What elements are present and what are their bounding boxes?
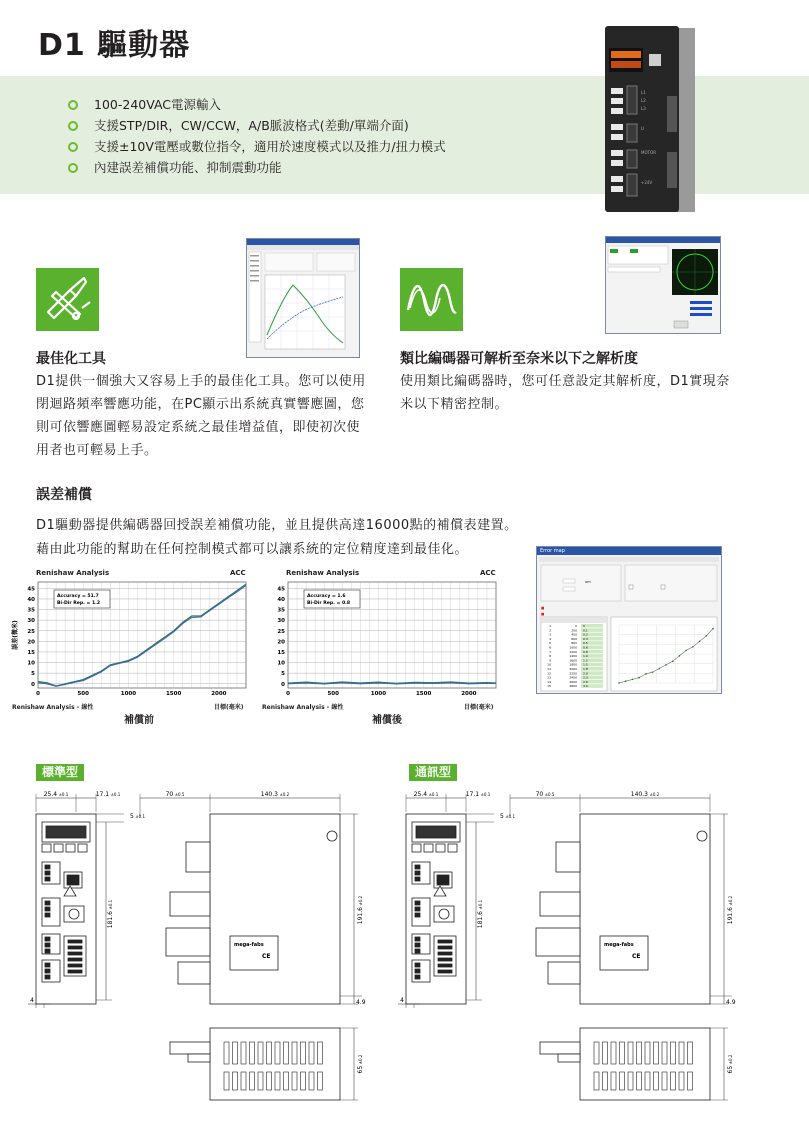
error-point xyxy=(692,646,694,648)
vent-slot xyxy=(637,1072,642,1090)
terminal-pin xyxy=(415,877,420,881)
round-connector xyxy=(439,909,449,919)
table-cell: 1000 xyxy=(569,645,577,650)
table-cell: 5 xyxy=(549,641,551,646)
vent-slot xyxy=(594,1072,599,1090)
y-tick-label: 0 xyxy=(31,681,35,688)
error-point xyxy=(652,671,654,673)
terminal-pin xyxy=(415,865,420,869)
y-tick-label: 40 xyxy=(277,596,285,603)
side-connector xyxy=(178,962,210,984)
d1-drive-product-image xyxy=(601,24,697,214)
chart1-footer: Renishaw Analysis - 線性 xyxy=(12,704,94,711)
connector-slot xyxy=(438,958,452,961)
x-tick-label: 0 xyxy=(36,691,40,697)
annotation-text: Bi-Dir Rep. = 1.2 xyxy=(57,601,101,606)
chart-before-compensation xyxy=(10,576,250,698)
button xyxy=(448,844,457,852)
tool-icon-tile xyxy=(36,268,99,331)
table-cell: 400 xyxy=(571,632,577,637)
vent-slot xyxy=(275,1072,280,1090)
svg-text:+24V: +24V xyxy=(641,180,653,185)
terminal-pin xyxy=(415,949,420,953)
vent-slot xyxy=(241,1042,246,1064)
x-tick-label: 500 xyxy=(77,691,89,697)
terminal-pin xyxy=(45,949,50,953)
vent-slot xyxy=(688,1042,693,1064)
dimension-label: 4 xyxy=(400,997,404,1004)
table-cell: 13 xyxy=(547,675,551,680)
tool-section-body: D1提供一個強大又容易上手的最佳化工具。您可以使用閉迴路頻率響應功能，在PC顯示出系統真實響應圖，您則可依響應圖輕易設定系統之最佳增益值，即使初次使用者也可輕易上手。 xyxy=(36,374,366,458)
table-cell: 2.0 xyxy=(583,671,588,676)
standard-dimension-drawing xyxy=(20,786,380,1108)
dimension-label: 25.4 ±0.1 xyxy=(413,791,439,798)
vent-slot xyxy=(267,1072,272,1090)
connector-slot xyxy=(68,958,82,961)
vent-slot xyxy=(309,1042,314,1064)
side-connector xyxy=(556,842,580,872)
error-point xyxy=(705,635,707,637)
table-cell: 1 xyxy=(549,624,551,628)
side-connector xyxy=(170,892,210,916)
vent-slot xyxy=(318,1042,323,1064)
y-tick-label: 35 xyxy=(27,607,35,614)
table-cell: 15 xyxy=(547,684,551,689)
terminal-pin xyxy=(45,901,50,905)
ce-mark: CE xyxy=(632,953,641,960)
table-cell: 1600 xyxy=(569,658,577,663)
table-cell: 2.3 xyxy=(583,675,588,680)
y-tick-label: 30 xyxy=(277,618,285,625)
error-section-line2: 藉由此功能的幫助在任何控制模式都可以讓系統的定位精度達到最佳化。 xyxy=(36,542,469,557)
connector-slot xyxy=(68,970,82,973)
table-cell: 600 xyxy=(571,636,577,641)
terminal-pin xyxy=(415,913,420,917)
svg-text:L3: L3 xyxy=(641,106,646,111)
circle-bullet-icon xyxy=(68,142,78,152)
mount-hole xyxy=(697,831,707,841)
vent-slot xyxy=(671,1072,676,1090)
feature-item: 支援STP/DIR，CW/CCW，A/B脈波格式(差動/單端介面) xyxy=(68,115,446,136)
terminal-pin xyxy=(415,907,420,911)
connector-slot xyxy=(438,946,452,949)
x-tick-label: 1500 xyxy=(165,691,182,697)
vent-slot xyxy=(671,1042,676,1064)
chart1-caption: 補償前 xyxy=(124,715,154,726)
chart2-xlabel: 目標(毫米) xyxy=(464,704,494,711)
vent-slot xyxy=(637,1042,642,1064)
vent-slot xyxy=(301,1072,306,1090)
vent-slot xyxy=(224,1042,229,1064)
terminal-pin xyxy=(45,877,50,881)
y-tick-label: 45 xyxy=(27,586,35,593)
terminal-pin xyxy=(45,969,50,973)
chart1-title: Renishaw Analysis xyxy=(36,569,110,577)
error-point xyxy=(638,677,640,679)
rj-port-inner xyxy=(67,875,79,885)
chart1-corner-label: ACC xyxy=(230,569,246,577)
dimension-label: 25.4 ±0.1 xyxy=(43,791,69,798)
y-tick-label: 0 xyxy=(281,681,285,688)
table-cell: 0 xyxy=(583,624,585,628)
y-tick-label: 10 xyxy=(277,660,285,667)
svg-text:■: ■ xyxy=(541,612,545,616)
table-cell: 0.5 xyxy=(583,641,588,646)
vent-slot xyxy=(301,1042,306,1064)
table-cell: 7 xyxy=(549,649,551,654)
encoder-screenshot xyxy=(605,236,721,334)
dimension-label: 181.6±0.1 xyxy=(477,899,484,929)
table-cell: 0.8 xyxy=(583,649,588,654)
dimension-label: 65±0.2 xyxy=(357,1054,364,1074)
tool-section-heading: 最佳化工具 xyxy=(36,351,106,367)
button xyxy=(66,844,75,852)
y-tick-label: 45 xyxy=(277,586,285,593)
chart2-corner-label: ACC xyxy=(480,569,496,577)
y-tick-label: 35 xyxy=(277,607,285,614)
comm-dimension-drawing xyxy=(390,786,750,1108)
table-cell: 0.3 xyxy=(583,636,588,641)
terminal-pin xyxy=(45,907,50,911)
terminal-pin xyxy=(415,943,420,947)
annotation-text: Accuracy = 51.7 xyxy=(57,594,99,599)
table-cell: 4 xyxy=(549,636,551,641)
vent-slot xyxy=(258,1042,263,1064)
x-tick-label: 2000 xyxy=(461,691,477,697)
dimension-label: 4.9 xyxy=(356,999,366,1006)
table-cell: 1200 xyxy=(569,649,577,654)
bottom-connector xyxy=(558,1054,580,1062)
dimension-label: 70 ±0.5 xyxy=(535,791,555,798)
table-cell: 14 xyxy=(547,679,551,684)
chart1-xlabel: 目標(毫米) xyxy=(214,704,244,711)
x-tick-label: 0 xyxy=(286,691,290,697)
brand-label: mega-fabs xyxy=(234,942,264,948)
table-cell: 2000 xyxy=(569,667,577,671)
button xyxy=(78,844,87,852)
table-cell: 2400 xyxy=(569,675,577,680)
swiss-knife-icon xyxy=(36,268,99,331)
x-tick-label: 500 xyxy=(327,691,339,697)
terminal-pin xyxy=(415,975,420,979)
side-connector xyxy=(166,928,210,956)
error-point xyxy=(672,660,674,662)
dimension-label: 140.3 ±0.2 xyxy=(260,791,290,798)
table-cell: 9 xyxy=(549,658,551,663)
error-point xyxy=(632,679,634,681)
connector-slot xyxy=(68,952,82,955)
dimension-label: 140.3 ±0.2 xyxy=(630,791,660,798)
vent-slot xyxy=(241,1072,246,1090)
vent-slot xyxy=(267,1042,272,1064)
feature-item: 支援±10V電壓或數位指令，適用於速度模式以及推力/扭力模式 xyxy=(68,136,446,157)
connector-slot xyxy=(68,940,82,943)
error-point xyxy=(665,664,667,666)
terminal-pin xyxy=(415,937,420,941)
dimension-label: 5 ±0.1 xyxy=(500,813,516,820)
vent-slot xyxy=(275,1042,280,1064)
vent-slot xyxy=(620,1042,625,1064)
terminal-pin xyxy=(45,975,50,979)
sine-wave-icon xyxy=(400,268,463,331)
feature-item: 100-240VAC電源輸入 xyxy=(68,94,446,115)
vent-slot xyxy=(224,1072,229,1090)
vent-slot xyxy=(628,1072,633,1090)
x-tick-label: 1500 xyxy=(415,691,432,697)
chart2-footer: Renishaw Analysis - 線性 xyxy=(262,704,344,711)
y-tick-label: 20 xyxy=(27,639,35,646)
side-connector xyxy=(536,928,580,956)
table-cell: 1400 xyxy=(569,654,577,659)
terminal-pin xyxy=(45,963,50,967)
vent-slot xyxy=(662,1042,667,1064)
circle-bullet-icon xyxy=(68,100,78,110)
vent-slot xyxy=(603,1072,608,1090)
terminal-pin xyxy=(415,871,420,875)
error-point xyxy=(618,682,620,684)
bottom-connector xyxy=(540,1042,580,1054)
y-tick-label: 30 xyxy=(27,618,35,625)
dimension-label: 181.6±0.1 xyxy=(107,899,114,929)
table-cell: 2800 xyxy=(569,684,577,689)
connector-slot xyxy=(68,964,82,967)
connector-slot xyxy=(438,940,452,943)
vent-slot xyxy=(258,1072,263,1090)
vent-slot xyxy=(620,1072,625,1090)
vent-slot xyxy=(250,1072,255,1090)
table-cell: 2.6 xyxy=(583,679,588,684)
table-cell: 800 xyxy=(571,641,577,646)
y-axis-label: 誤差(微米) xyxy=(12,620,19,650)
circle-bullet-icon xyxy=(68,163,78,173)
svg-text:um: um xyxy=(585,580,591,584)
connector-slot xyxy=(68,946,82,949)
dimension-label: 191.6±0.2 xyxy=(357,895,364,925)
mount-hole xyxy=(327,831,337,841)
side-connector xyxy=(548,962,580,984)
y-tick-label: 25 xyxy=(277,628,285,635)
ce-mark: CE xyxy=(262,953,271,960)
error-point xyxy=(685,650,687,652)
table-cell: 0.2 xyxy=(583,632,588,637)
table-cell: 2200 xyxy=(569,671,577,676)
frequency-response-screenshot xyxy=(246,238,360,358)
terminal-pin xyxy=(45,913,50,917)
vent-slot xyxy=(284,1042,289,1064)
dimension-label: 191.6±0.2 xyxy=(727,895,734,925)
rj-port-inner xyxy=(437,875,449,885)
display xyxy=(416,826,456,838)
vent-slot xyxy=(292,1042,297,1064)
side-view xyxy=(580,814,710,1004)
dimension-label: 70 ±0.5 xyxy=(165,791,185,798)
vent-slot xyxy=(679,1072,684,1090)
button xyxy=(412,844,421,852)
table-cell: 1.2 xyxy=(583,658,588,663)
table-cell: 3.0 xyxy=(583,684,588,689)
table-cell: 0.6 xyxy=(583,645,588,650)
error-map-body xyxy=(537,555,721,693)
vent-slot xyxy=(662,1072,667,1090)
table-cell: 200 xyxy=(571,628,577,633)
side-connector xyxy=(186,842,210,872)
chart-after-compensation xyxy=(260,576,500,698)
y-tick-label: 10 xyxy=(27,660,35,667)
vent-slot xyxy=(309,1072,314,1090)
error-point xyxy=(679,655,681,657)
svg-text:MOTOR: MOTOR xyxy=(641,150,656,155)
side-view xyxy=(210,814,340,1004)
y-tick-label: 5 xyxy=(281,671,285,678)
y-tick-label: 25 xyxy=(27,628,35,635)
side-connector xyxy=(540,892,580,916)
svg-text:U: U xyxy=(641,126,644,131)
y-tick-label: 15 xyxy=(277,649,285,656)
error-point xyxy=(712,628,714,630)
terminal-pin xyxy=(415,901,420,905)
vent-slot xyxy=(284,1072,289,1090)
dimension-label: 5 ±0.1 xyxy=(130,813,146,820)
vent-slot xyxy=(688,1072,693,1090)
terminal-pin xyxy=(45,937,50,941)
x-tick-label: 1000 xyxy=(120,691,137,697)
annotation-text: Bi-Dir Rep. = 0.8 xyxy=(307,601,351,606)
terminal-pin xyxy=(415,969,420,973)
y-tick-label: 5 xyxy=(31,671,35,678)
vent-slot xyxy=(645,1042,650,1064)
chart2-title: Renishaw Analysis xyxy=(286,569,360,577)
dimension-label: 17.1 ±0.1 xyxy=(465,791,491,798)
chart2-caption: 補償後 xyxy=(372,715,402,726)
vent-slot xyxy=(233,1072,238,1090)
vent-slot xyxy=(679,1042,684,1064)
error-point xyxy=(645,673,647,675)
connector-slot xyxy=(438,964,452,967)
terminal-pin xyxy=(45,871,50,875)
connector-slot xyxy=(438,952,452,955)
button xyxy=(42,844,51,852)
button xyxy=(54,844,63,852)
svg-text:L1: L1 xyxy=(641,90,646,95)
connector-slot xyxy=(438,970,452,973)
variant-tag-standard: 標準型 xyxy=(36,764,84,781)
svg-text:■: ■ xyxy=(541,606,545,610)
error-map-title: Error map xyxy=(537,547,721,555)
button xyxy=(424,844,433,852)
vent-slot xyxy=(318,1072,323,1090)
terminal-pin xyxy=(45,943,50,947)
vent-slot xyxy=(594,1042,599,1064)
table-cell: 10 xyxy=(547,662,551,667)
table-cell: 12 xyxy=(547,671,551,676)
dimension-label: 4 xyxy=(30,997,34,1004)
error-section-line1: D1驅動器提供編碼器回授誤差補償功能，並且提供高達16000點的補償表建置。 xyxy=(36,518,518,533)
table-cell: 3 xyxy=(549,632,551,637)
vent-slot xyxy=(603,1042,608,1064)
vent-slot xyxy=(233,1042,238,1064)
vent-slot xyxy=(250,1042,255,1064)
x-tick-label: 2000 xyxy=(211,691,227,697)
annotation-text: Accuracy = 1.6 xyxy=(307,594,346,599)
error-point xyxy=(658,668,660,670)
svg-text:L2: L2 xyxy=(641,98,646,103)
table-cell: 11 xyxy=(547,667,551,671)
terminal-pin xyxy=(415,963,420,967)
variant-tag-comm: 通訊型 xyxy=(409,764,457,781)
dimension-label: 17.1 ±0.1 xyxy=(95,791,121,798)
error-map-screenshot xyxy=(536,546,722,694)
brand-label: mega-fabs xyxy=(604,942,634,948)
table-cell: 0.1 xyxy=(583,628,588,633)
vent-slot xyxy=(611,1042,616,1064)
vent-slot xyxy=(654,1042,659,1064)
table-cell: 1800 xyxy=(569,662,577,667)
vent-slot xyxy=(645,1072,650,1090)
circle-bullet-icon xyxy=(68,121,78,131)
encoder-icon-tile xyxy=(400,268,463,331)
error-section-heading: 誤差補償 xyxy=(36,487,92,503)
y-tick-label: 20 xyxy=(277,639,285,646)
table-cell: 1.5 xyxy=(583,662,588,667)
vent-slot xyxy=(628,1042,633,1064)
table-cell: 6 xyxy=(549,645,551,650)
feature-list xyxy=(68,94,446,178)
table-cell: 1.8 xyxy=(583,667,588,671)
bottom-connector xyxy=(170,1042,210,1054)
encoder-section-heading: 類比編碼器可解析至奈米以下之解析度 xyxy=(400,351,638,367)
table-cell: 1.0 xyxy=(583,654,588,659)
encoder-section-body: 使用類比編碼器時，您可任意設定其解析度，D1實現奈米以下精密控制。 xyxy=(400,374,730,412)
table-cell: 0 xyxy=(575,624,577,628)
x-tick-label: 1000 xyxy=(370,691,387,697)
bottom-connector xyxy=(188,1054,210,1062)
round-connector xyxy=(69,909,79,919)
y-tick-label: 40 xyxy=(27,596,35,603)
y-tick-label: 15 xyxy=(27,649,35,656)
error-point xyxy=(699,641,701,643)
dimension-label: 65±0.2 xyxy=(727,1054,734,1074)
error-point xyxy=(625,680,627,682)
table-cell: 2600 xyxy=(569,679,577,684)
table-cell: 8 xyxy=(549,654,551,659)
feature-item: 內建誤差補償功能、抑制震動功能 xyxy=(68,157,446,178)
page-title: D1 驅動器 xyxy=(38,28,191,63)
table-cell: 2 xyxy=(549,628,551,633)
dimension-label: 4.9 xyxy=(726,999,736,1006)
button xyxy=(436,844,445,852)
vent-slot xyxy=(654,1072,659,1090)
vent-slot xyxy=(292,1072,297,1090)
vent-slot xyxy=(611,1072,616,1090)
terminal-pin xyxy=(45,865,50,869)
display xyxy=(46,826,86,838)
